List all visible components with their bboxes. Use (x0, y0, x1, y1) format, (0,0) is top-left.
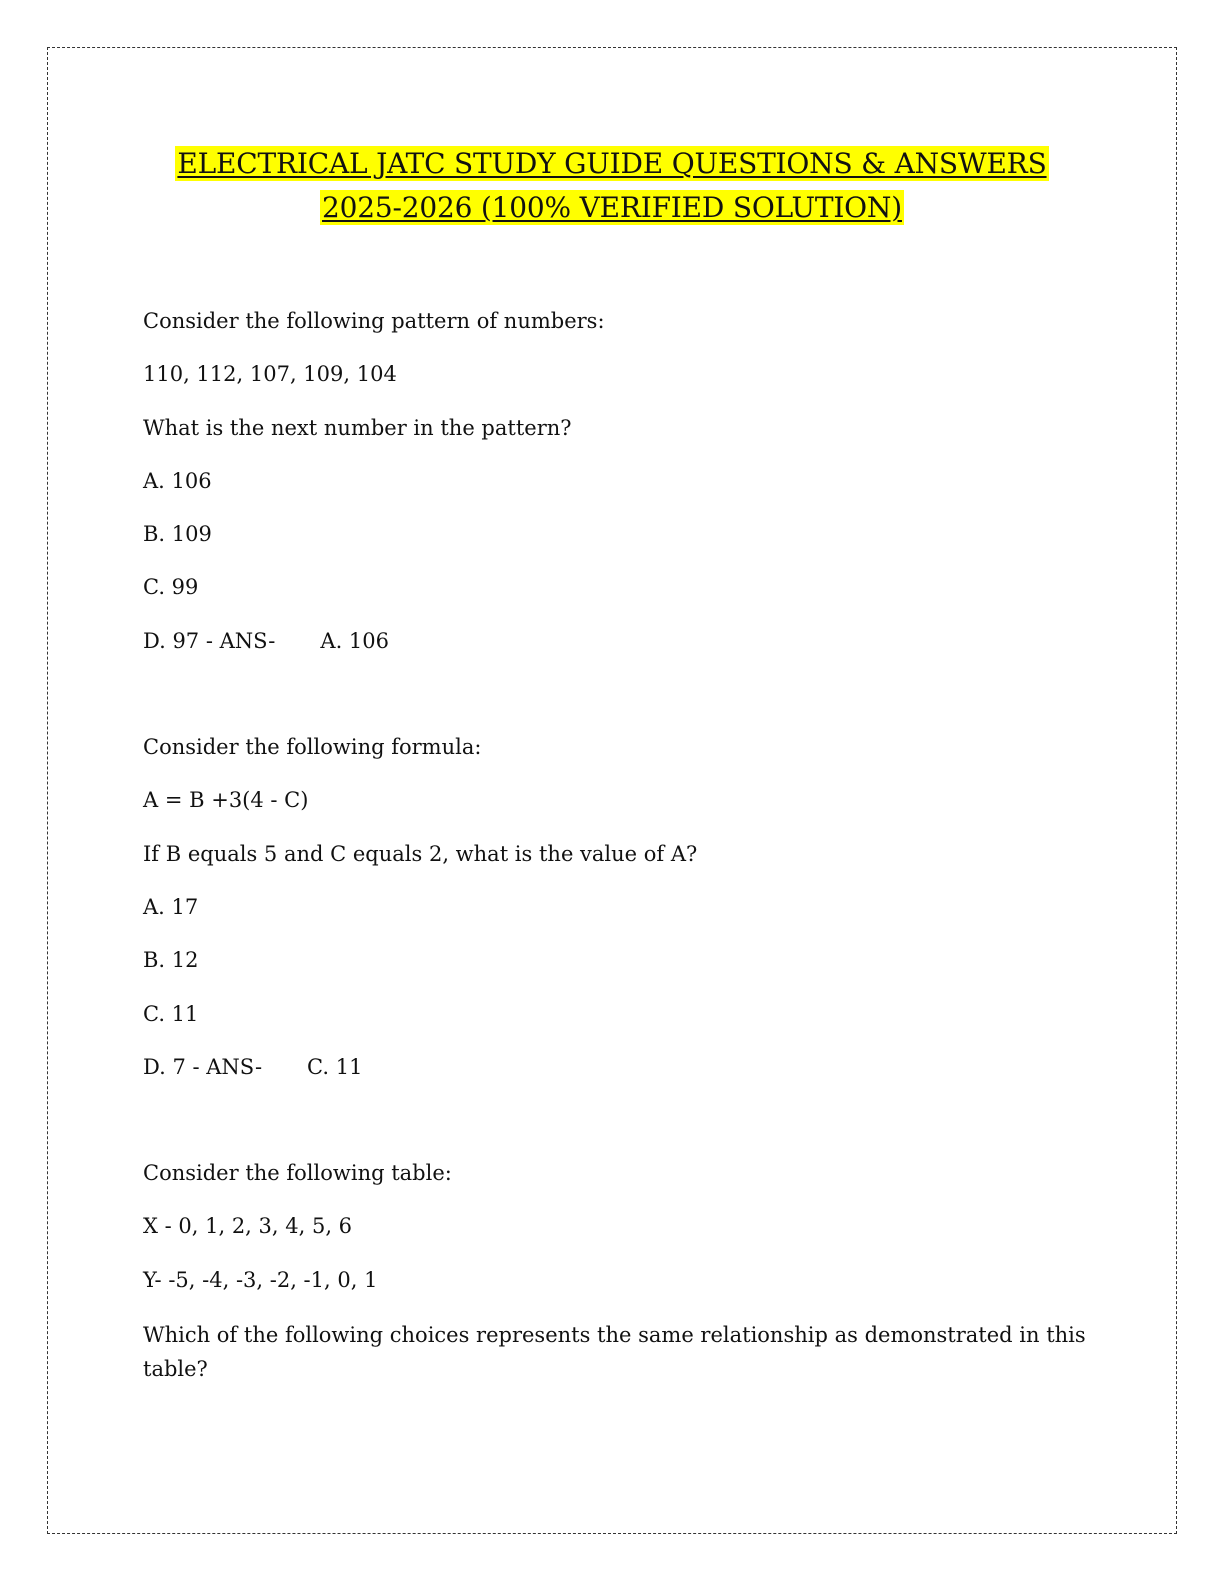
question-2-option-d (143, 1052, 1103, 1082)
question-2-option-c: C. 11 (143, 1001, 199, 1026)
question-2 (143, 732, 1103, 1082)
question-2-question: If B equals 5 and C equals 2, what is the value of A? (143, 841, 698, 866)
title-line-1: ELECTRICAL JATC STUDY GUIDE QUESTIONS & ANSWERS (177, 147, 1047, 180)
document-body (143, 306, 1103, 1386)
question-3-x-row: X - 0, 1, 2, 3, 4, 5, 6 (143, 1214, 353, 1239)
question-1-question: What is the next number in the pattern? (143, 415, 572, 440)
title-line-2: 2025-2026 (100% VERIFIED SOLUTION) (322, 191, 902, 224)
question-1-option-b: B. 109 (143, 522, 212, 547)
spacer (143, 679, 1103, 732)
question-1-option-d-text: D. 97 - ANS- (143, 628, 276, 653)
question-2-formula: A = B +3(4 - C) (143, 788, 309, 813)
spacer (143, 1105, 1103, 1158)
question-3-prompt: Consider the following table: (143, 1161, 452, 1186)
question-2-option-a: A. 17 (143, 894, 199, 919)
question-1 (143, 306, 1103, 656)
question-2-answer: C. 11 (307, 1054, 363, 1079)
question-2-prompt: Consider the following formula: (143, 735, 482, 760)
question-1-prompt: Consider the following pattern of numbers: (143, 309, 605, 333)
question-2-option-d-text: D. 7 - ANS- (143, 1054, 263, 1079)
question-3 (143, 1158, 1103, 1386)
question-2-option-b: B. 12 (143, 948, 199, 973)
question-1-pattern: 110, 112, 107, 109, 104 (143, 362, 397, 387)
question-3-y-row: Y- -5, -4, -3, -2, -1, 0, 1 (143, 1267, 378, 1292)
question-1-option-d (143, 626, 1103, 656)
question-1-option-a: A. 106 (143, 468, 212, 493)
question-1-option-c: C. 99 (143, 575, 199, 600)
document-title (47, 142, 1177, 230)
question-1-answer: A. 106 (320, 628, 390, 653)
question-3-question: Which of the following choices represents the same relationship as demonstrated in this table? (143, 1323, 1086, 1382)
